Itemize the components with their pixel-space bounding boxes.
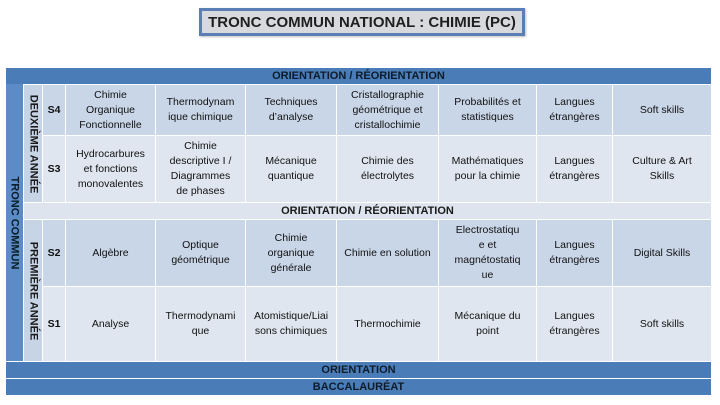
orientation-band: ORIENTATION <box>6 362 711 378</box>
semester-row-s2 <box>43 220 711 286</box>
orientation-reorientation-band-top: ORIENTATION / RÉORIENTATION <box>6 68 711 84</box>
semester-label: S1 <box>43 287 66 361</box>
module-cell: Atomistique/Liai sons chimiques <box>246 287 337 361</box>
module-cell: Algèbre <box>66 220 156 286</box>
tronc-commun-text: TRONC COMMUN <box>8 176 21 269</box>
module-cell: Mathématiques pour la chimie <box>439 136 537 202</box>
tronc-commun-label <box>6 84 23 361</box>
module-cell: Analyse <box>66 287 156 361</box>
module-cell: Thermodynam ique chimique <box>156 85 246 135</box>
module-cell: Langues étrangères <box>537 220 613 286</box>
semester-row-s3 <box>43 136 711 202</box>
page-title: TRONC COMMUN NATIONAL : CHIMIE (PC) <box>199 8 525 36</box>
semester-row-s4 <box>43 85 711 135</box>
deuxieme-annee-text: DEUXIÈME ANNÉE <box>27 94 40 193</box>
module-cell: Chimie descriptive I / Diagrammes de phases <box>156 136 246 202</box>
module-cell: Mécanique quantique <box>246 136 337 202</box>
module-cell: Hydrocarbures et fonctions monovalentes <box>66 136 156 202</box>
module-cell: Thermochimie <box>337 287 439 361</box>
module-cell: Electrostatiqu e et magnétostatiq ue <box>439 220 537 286</box>
module-cell: Chimie des électrolytes <box>337 136 439 202</box>
module-cell: Soft skills <box>639 317 685 330</box>
module-cell: Optique géométrique <box>156 220 246 286</box>
orientation-reorientation-band-middle: ORIENTATION / RÉORIENTATION <box>24 203 711 219</box>
semester-row-s1 <box>43 287 711 361</box>
module-cell: Chimie organique générale <box>246 220 337 286</box>
module-cell: Culture & Art Skills <box>632 155 692 182</box>
module-cell: Chimie Organique Fonctionnelle <box>66 85 156 135</box>
module-cell: Soft skills <box>639 103 685 116</box>
module-cell: Cristallographie géométrique et cristallochimie <box>337 85 439 135</box>
module-cell: Techniques d’analyse <box>246 85 337 135</box>
premiere-annee-text: PREMIÈRE ANNÉE <box>27 241 40 340</box>
semester-label: S2 <box>43 220 66 286</box>
module-cell: Langues étrangères <box>537 136 613 202</box>
semester-label: S3 <box>43 136 66 202</box>
premiere-annee-label <box>24 220 42 361</box>
module-cell: Chimie en solution <box>337 220 439 286</box>
module-cell: Digital Skills <box>633 246 691 259</box>
module-cell: Probabilités et statistiques <box>439 85 537 135</box>
module-cell: Langues étrangères <box>537 85 613 135</box>
deuxieme-annee-label <box>24 85 42 202</box>
module-cell: Thermodynami que <box>156 287 246 361</box>
baccalaureat-band: BACCALAURÉAT <box>6 379 711 395</box>
module-cell: Mécanique du point <box>439 287 537 361</box>
module-cell: Langues étrangères <box>537 287 613 361</box>
semester-label: S4 <box>43 85 66 135</box>
